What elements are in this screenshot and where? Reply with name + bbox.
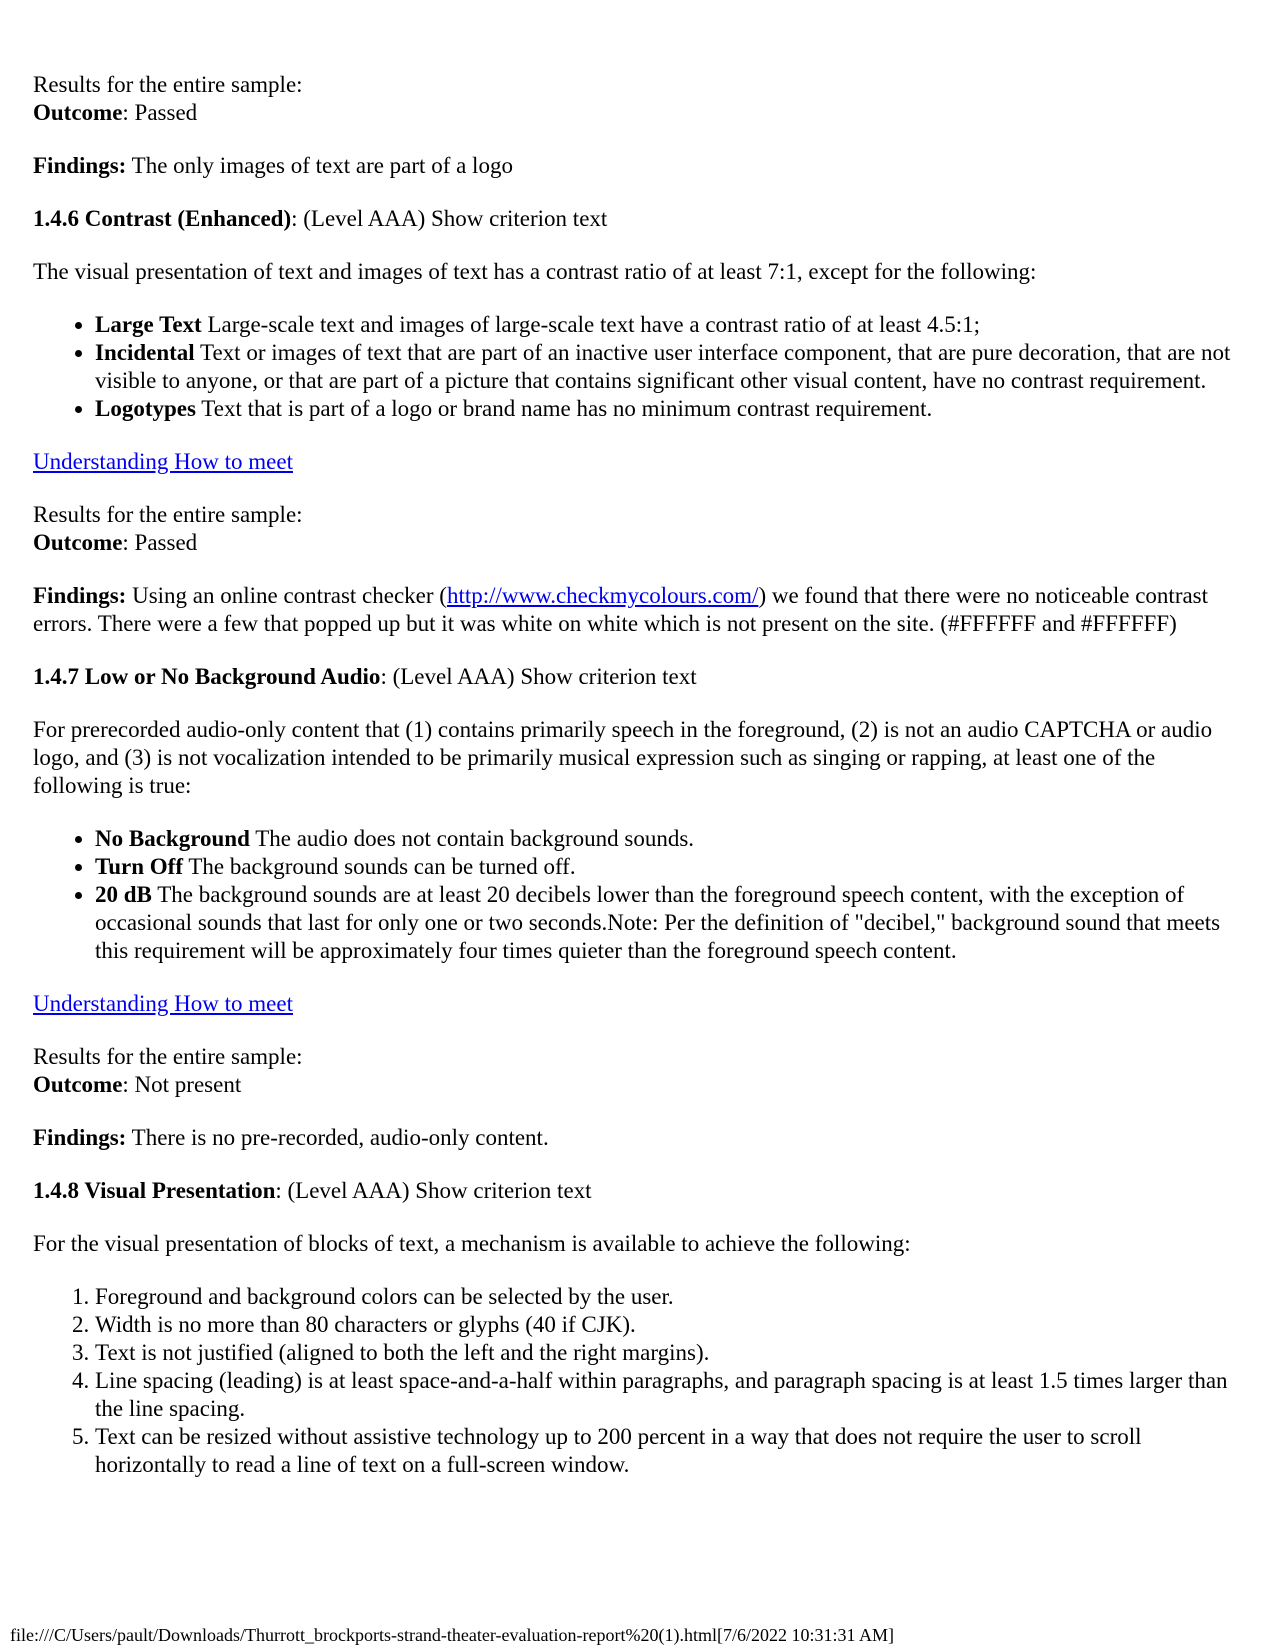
criterion-heading-1-4-8 (33, 1177, 1248, 1205)
results-label: Results for the entire sample: (33, 1044, 303, 1069)
findings-3 (33, 1124, 1248, 1152)
outcome-value: : Passed (122, 530, 198, 555)
criterion-heading-1-4-6 (33, 205, 1248, 233)
outcome-label: Outcome (33, 100, 123, 125)
criterion-intro: For the visual presentation of blocks of text, a mechanism is available to achieve the following: (33, 1231, 911, 1256)
outcome-value: : Not present (122, 1072, 242, 1097)
understanding-how-to-meet-link[interactable]: Understanding How to meet (33, 449, 293, 474)
outcome-value: : Passed (122, 100, 198, 125)
criterion-title: 1.4.6 Contrast (Enhanced) (33, 206, 292, 231)
understanding-how-to-meet-link[interactable]: Understanding How to meet (33, 991, 293, 1016)
findings-1 (33, 152, 1248, 180)
list-item (95, 881, 1248, 965)
findings-label: Findings: (33, 1125, 127, 1150)
print-footer-path: file:///C/Users/pault/Downloads/Thurrott_brockports-strand-theater-evaluation-report%20(1).html[7/6/2022 10:31:31 AM] (10, 1625, 894, 1645)
findings-label: Findings: (33, 583, 127, 608)
list-text: The audio does not contain background sounds. (249, 826, 695, 851)
outcome-line (33, 529, 1248, 557)
outcome-line (33, 1071, 1248, 1099)
list-item: 3. Text is not justified (aligned to both the left and the right margins). (95, 1339, 1248, 1367)
results-block-2 (33, 501, 1248, 557)
list-term: Logotypes (95, 396, 196, 421)
results-block-3 (33, 1043, 1248, 1099)
outcome-label: Outcome (33, 530, 123, 555)
criterion-intro: For prerecorded audio-only content that (1) contains primarily speech in the foreground, (2) is not an audio CAPTCHA or audio logo, and (3) is not vocalization intended to be primarily musical expression such as singing or rapping, at least one of the following is true: (33, 717, 1213, 798)
list-term: 20 dB (95, 882, 152, 907)
outcome-label: Outcome (33, 1072, 123, 1097)
list-item: 1. Foreground and background colors can be selected by the user. (95, 1283, 1248, 1311)
findings-label: Findings: (33, 153, 127, 178)
list-item (95, 339, 1248, 395)
findings-text: The only images of text are part of a logo (126, 153, 513, 178)
criterion-level: : (Level AAA) Show criterion text (275, 1178, 592, 1203)
criterion-title: 1.4.7 Low or No Background Audio (33, 664, 381, 689)
list-item (95, 825, 1248, 853)
list-term: Turn Off (95, 854, 183, 879)
criterion-title: 1.4.8 Visual Presentation (33, 1178, 276, 1203)
list-text: The background sounds are at least 20 decibels lower than the foreground speech content, with the exception of occasional sounds that last for only one or two seconds.Note: Per the definition of "decibel," background sound that meets this requirement will be approximately four times quieter than the foreground speech content. (95, 882, 1221, 963)
list-item: 2. Width is no more than 80 characters or glyphs (40 if CJK). (95, 1311, 1248, 1339)
criterion-list-1-4-8 (33, 1283, 1248, 1479)
findings-text: Using an online contrast checker ( (126, 583, 447, 608)
list-item: 4. Line spacing (leading) is at least space-and-a-half within paragraphs, and paragraph spacing is at least 1.5 times larger than the line spacing. (95, 1367, 1248, 1423)
list-text: Text that is part of a logo or brand name has no minimum contrast requirement. (195, 396, 933, 421)
criterion-intro: The visual presentation of text and images of text has a contrast ratio of at least 7:1, except for the following: (33, 259, 1037, 284)
results-block-1 (33, 71, 1248, 127)
list-item (95, 395, 1248, 423)
list-text: Large-scale text and images of large-scale text have a contrast ratio of at least 4.5:1; (201, 312, 980, 337)
list-term: Large Text (95, 312, 202, 337)
list-item: 5. Text can be resized without assistive technology up to 200 percent in a way that does not require the user to scroll horizontally to read a line of text on a full-screen window. (95, 1423, 1248, 1479)
list-term: No Background (95, 826, 250, 851)
list-term: Incidental (95, 340, 195, 365)
understanding-link-row (33, 990, 1248, 1018)
findings-text: There is no pre-recorded, audio-only content. (126, 1125, 549, 1150)
criterion-list-1-4-7 (33, 825, 1248, 965)
criterion-list-1-4-6 (33, 311, 1248, 423)
criterion-level: : (Level AAA) Show criterion text (380, 664, 697, 689)
list-text: Text or images of text that are part of an inactive user interface component, that are pure decoration, that are not visible to anyone, or that are part of a picture that contains significant other visual content, have no contrast requirement. (95, 340, 1231, 393)
criterion-heading-1-4-7 (33, 663, 1248, 691)
contrast-checker-link[interactable]: http://www.checkmycolours.com/ (446, 583, 759, 608)
list-item (95, 311, 1248, 339)
results-label: Results for the entire sample: (33, 72, 303, 97)
criterion-level: : (Level AAA) Show criterion text (291, 206, 608, 231)
understanding-link-row (33, 448, 1248, 476)
outcome-line (33, 99, 1248, 127)
results-label: Results for the entire sample: (33, 502, 303, 527)
findings-text: ) we found that there were no noticeable contrast errors. There were a few that popped up but it was white on white which is not present on the site. (#FFFFFF and #FFFFFF) (33, 583, 1209, 636)
document-page (33, 71, 1248, 1504)
list-item (95, 853, 1248, 881)
findings-2 (33, 582, 1248, 638)
list-text: The background sounds can be turned off. (182, 854, 576, 879)
